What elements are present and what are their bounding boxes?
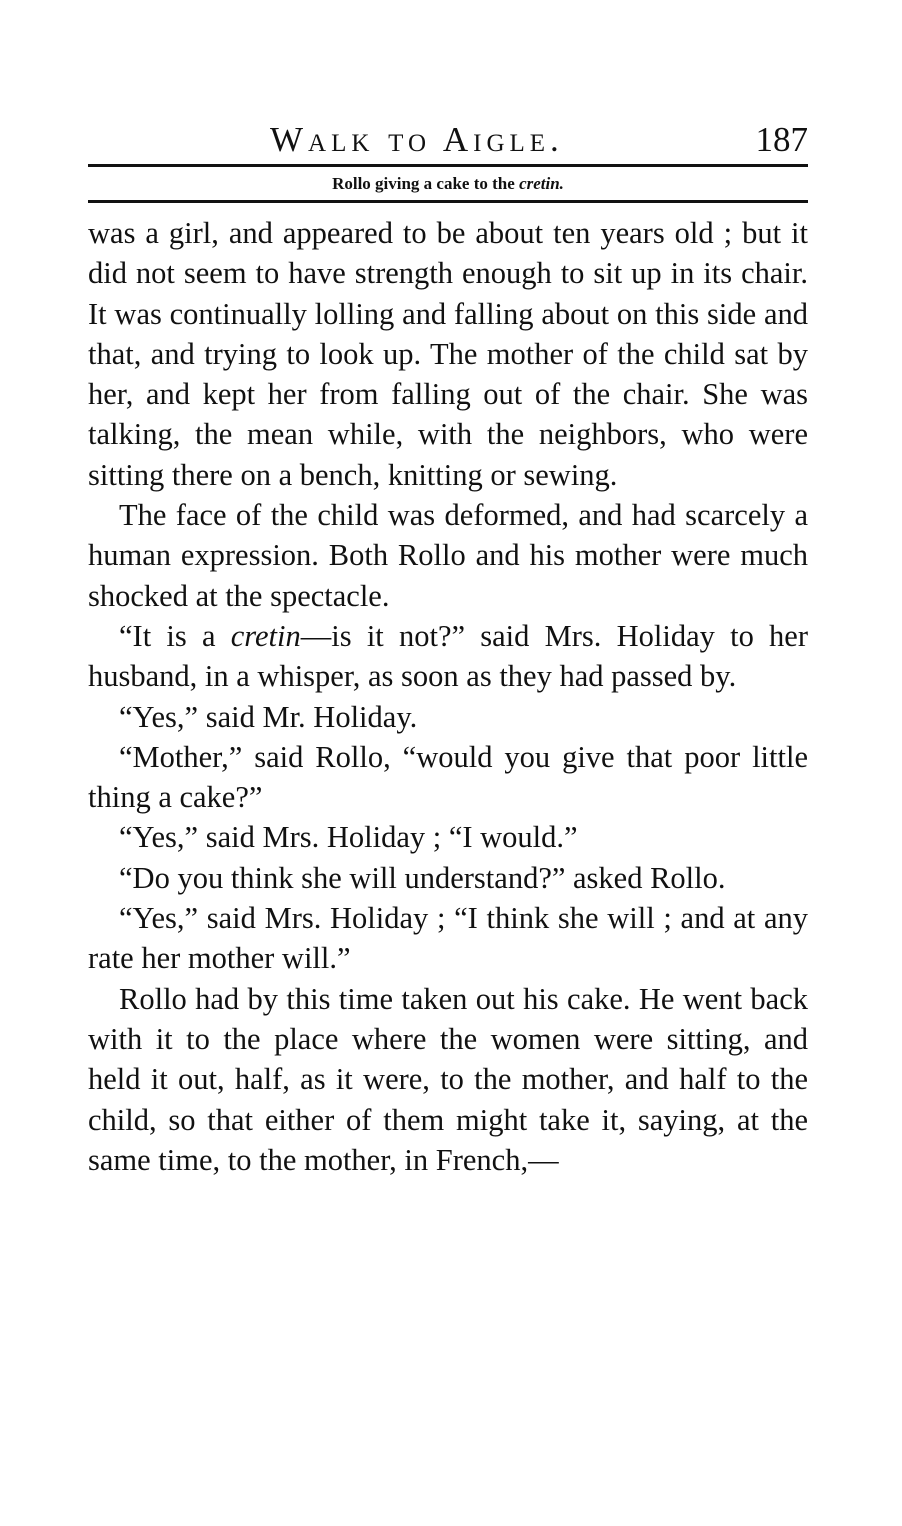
body-text [88,213,808,1180]
paragraph-3-end: —is it not?” said Mrs. Holiday to her husband, in a whisper, as soon as they had passed by. [88,618,808,694]
illustration-caption [88,167,808,200]
paragraph-7: “Do you think she will understand?” asked Rollo. [119,860,726,895]
paragraph-2: The face of the child was deformed, and had scarcely a human expression. Both Rollo and his mother were much shocked at the spectacle. [88,498,808,613]
paragraph-4: “Yes,” said Mr. Holiday. [119,699,418,734]
paragraph-1: was a girl, and appeared to be about ten years old ; but it did not seem to have strength enough to sit up in its chair. It was continually lolling and falling about on this side and that, and trying to look up. The mother of the child sat by her, and kept her from falling out of the chair. She was talking, the mean while, with the neighbors, who were sitting there on a bench, knitting or sewing. [88,216,808,492]
paragraph-3-start: “It is a [119,618,231,653]
running-head [88,112,808,164]
paragraph-3-italic: cretin [230,618,301,653]
paragraph-8: “Yes,” said Mrs. Holiday ; “I think she will ; and at any rate her mother will.” [88,901,808,976]
paragraph-6: “Yes,” said Mrs. Holiday ; “I would.” [119,820,578,855]
paragraph-3 [88,616,808,697]
header-bottom-rule [88,200,808,203]
page-number: 187 [755,120,808,159]
book-page [88,112,808,1180]
caption-italic-word: cretin. [519,174,564,193]
caption-text: Rollo giving a cake to the [332,174,520,193]
running-title: Walk to Aigle. [270,120,564,159]
paragraph-5: “Mother,” said Rollo, “would you give that poor little thing a cake?” [88,739,808,815]
paragraph-9: Rollo had by this time taken out his cake. He went back with it to the place where the women were sitting, and held it out, half, as it were, to the mother, and half to the child, so that either of them might take it, saying, at the same time, to the mother, in French,— [88,981,808,1177]
